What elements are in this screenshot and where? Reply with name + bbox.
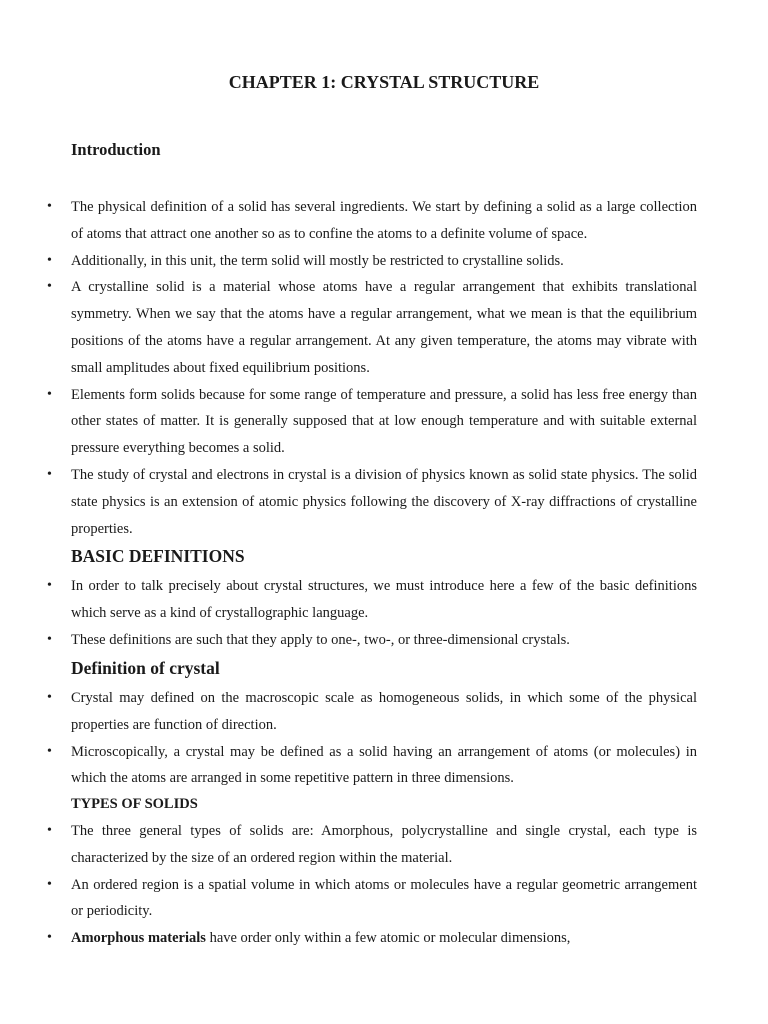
list-item: • Crystal may defined on the macroscopic scale as homogeneous solids, in which some of the physical properties are function of direction. bbox=[0, 685, 768, 739]
list-item: • In order to talk precisely about crystal structures, we must introduce here a few of the basic definitions which serve as a kind of crystallographic language. bbox=[0, 573, 768, 627]
bullet-icon: • bbox=[47, 252, 52, 268]
list-item: • The study of crystal and electrons in crystal is a division of physics known as solid state physics. The solid state physics is an extension of atomic physics following the discovery of X-ray diffractions of crystalline properties. bbox=[0, 462, 768, 542]
bullet-icon: • bbox=[47, 578, 52, 593]
bullet-icon: • bbox=[47, 930, 52, 946]
amorphous-term: Amorphous materials bbox=[71, 930, 206, 947]
introduction-heading: Introduction bbox=[71, 140, 161, 159]
basic-definitions-list bbox=[0, 573, 768, 653]
list-item: • Amorphous materials have order only within a few atomic or molecular dimensions, bbox=[0, 925, 768, 952]
list-item: • Additionally, in this unit, the term solid will mostly be restricted to crystalline solids. bbox=[0, 248, 768, 275]
list-item: • A crystalline solid is a material whose atoms have a regular arrangement that exhibits translational symmetry. When we say that the atoms have a regular arrangement, what we mean is that the equilibrium positions of the atoms have a regular arrangement. At any given temperature, the atoms may vibrate with small amplitudes about fixed equilibrium positions. bbox=[0, 274, 768, 381]
bullet-icon: • bbox=[47, 631, 52, 647]
bullet-icon: • bbox=[47, 876, 52, 892]
introduction-list bbox=[0, 194, 768, 542]
bullet-icon: • bbox=[47, 466, 52, 482]
chapter-title: CHAPTER 1: CRYSTAL STRUCTURE bbox=[228, 72, 540, 92]
bullet-icon: • bbox=[47, 823, 52, 838]
bullet-icon: • bbox=[47, 386, 52, 402]
basic-definitions-heading: BASIC DEFINITIONS bbox=[71, 546, 245, 566]
list-item: • Microscopically, a crystal may be defined as a solid having an arrangement of atoms (or molecules) in which the atoms are arranged in some repetitive pattern in three dimensions. bbox=[0, 739, 768, 793]
bullet-icon: • bbox=[47, 743, 52, 759]
list-item: • Elements form solids because for some range of temperature and pressure, a solid has less free energy than other states of matter. It is generally supposed that at low enough temperature and with suitable external pressure everything becomes a solid. bbox=[0, 382, 768, 462]
types-of-solids-heading: TYPES OF SOLIDS bbox=[71, 796, 198, 812]
bullet-icon: • bbox=[47, 690, 52, 705]
list-item: • The physical definition of a solid has several ingredients. We start by defining a solid as a large collection of atoms that attract one another so as to confine the atoms to a definite volume of space. bbox=[0, 194, 768, 248]
list-item: • These definitions are such that they apply to one-, two-, or three-dimensional crystals. bbox=[0, 627, 768, 654]
types-of-solids-list bbox=[0, 818, 768, 952]
crystal-definition-list bbox=[0, 685, 768, 792]
list-item: • An ordered region is a spatial volume in which atoms or molecules have a regular geometric arrangement or periodicity. bbox=[0, 872, 768, 926]
bullet-icon: • bbox=[47, 199, 52, 214]
definition-of-crystal-heading: Definition of crystal bbox=[71, 658, 220, 678]
list-item: • The three general types of solids are: Amorphous, polycrystalline and single crystal, each type is characterized by the size of an ordered region within the material. bbox=[0, 818, 768, 872]
bullet-icon: • bbox=[47, 279, 52, 295]
